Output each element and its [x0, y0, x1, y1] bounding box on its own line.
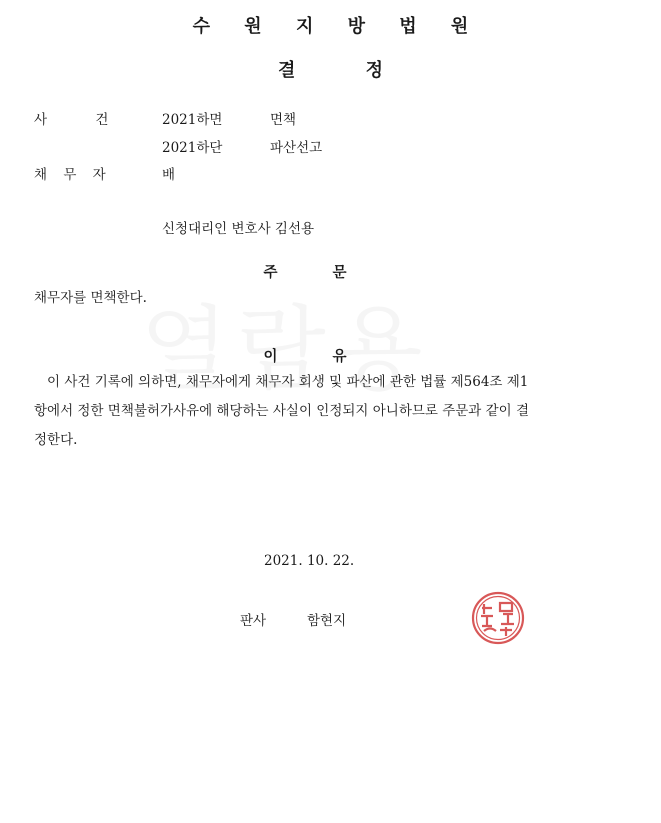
document-type: 결 정: [277, 60, 384, 81]
applicant-agent: 신청대리인 변호사 김선용: [162, 221, 315, 237]
reason-line-2: 항에서 정한 면책불허가사유에 해당하는 사실이 인정되지 아니하므로 주문과 같이 결: [34, 403, 530, 419]
case-number-1: 2021하면: [162, 112, 223, 128]
judge-seal-icon: [470, 590, 526, 646]
judge-name: 함현지: [307, 613, 347, 629]
case-label: 사 건: [34, 112, 109, 128]
decision-date: 2021. 10. 22.: [264, 553, 355, 569]
debtor-label: 채 무 자: [34, 167, 106, 183]
judge-title: 판사: [240, 613, 267, 629]
case-number-2: 2021하단: [162, 140, 223, 156]
reason-line-3: 정한다.: [34, 432, 78, 448]
case-type-2: 파산선고: [270, 140, 323, 156]
reason-heading: 이 유: [263, 349, 347, 365]
court-name: 수 원 지 방 법 원: [192, 16, 483, 37]
debtor-name: 배: [162, 167, 176, 183]
order-heading: 주 문: [263, 265, 347, 281]
case-type-1: 면책: [270, 112, 297, 128]
reason-line-1: 이 사건 기록에 의하면, 채무자에게 채무자 회생 및 파산에 관한 법률 제564조 제1: [47, 374, 529, 390]
order-text: 채무자를 면책한다.: [34, 290, 147, 306]
